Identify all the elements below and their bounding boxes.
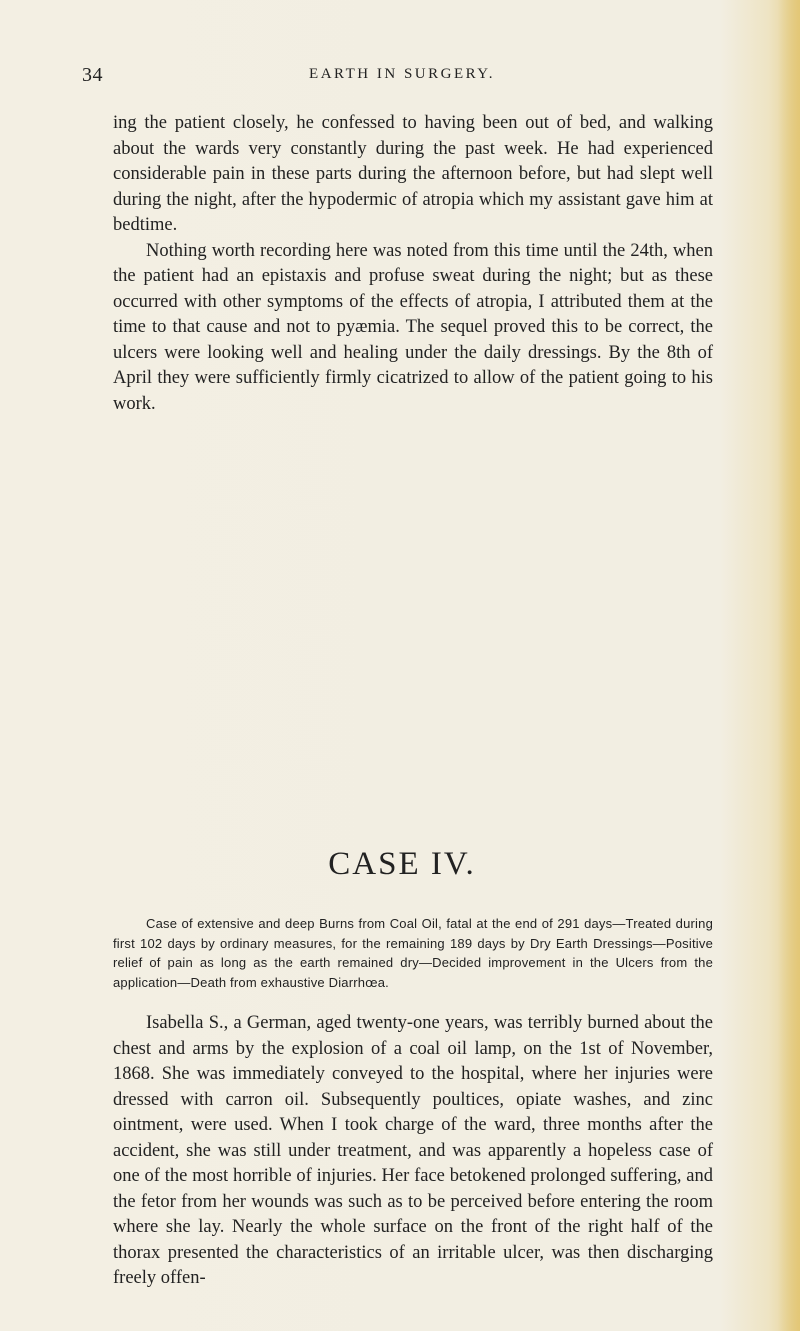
case-summary	[113, 914, 713, 992]
page-edge-discoloration	[778, 0, 800, 1331]
paragraph: Isabella S., a German, aged twenty-one years, was terribly burned about the chest and arms by the explosion of a coal oil lamp, on the 1st of November, 1868. She was immediately conveyed to the hospital, where her injuries were dressed with carron oil. Subsequently poultices, opiate washes, and zinc ointment, were used. When I took charge of the ward, three months after the accident, she was still under treatment, and was apparently a hopeless case of one of the most horrible of injuries. Her face betokened prolonged suffering, and the fetor from her wounds was such as to be perceived before entering the room where she lay. Nearly the whole surface on the front of the right half of the thorax presented the characteristics of an irritable ulcer, was then discharging freely offen-	[113, 1013, 713, 1288]
case-summary-text: Case of extensive and deep Burns from Coal Oil, fatal at the end of 291 days—Treated during first 102 days by ordinary measures, for the remaining 189 days by Dry Earth Dressings—Positive relief of pain as long as the earth remained dry—Decided improvement in the Ulcers from the application—Death from exhaustive Diarrhœa.	[113, 916, 713, 990]
page-number: 34	[82, 64, 103, 86]
running-head: EARTH IN SURGERY.	[309, 66, 495, 82]
case-heading: CASE IV.	[328, 846, 476, 882]
body-text-bottom	[113, 1011, 713, 1292]
paragraph: Nothing worth recording here was noted from this time until the 24th, when the patient had an epistaxis and profuse sweat during the night; but as these occurred with other symptoms of the effects of atropia, I attributed them at the time to that cause and not to pyæmia. The sequel proved this to be correct, the ulcers were looking well and healing under the daily dressings. By the 8th of April they were sufficiently firmly cicatrized to allow of the patient going to his work.	[113, 240, 713, 414]
paragraph-continued: ing the patient closely, he confessed to having been out of bed, and walking about the wards very constantly during the past week. He had experienced considerable pain in these parts during the afternoon before, but had slept well during the night, after the hypodermic of atropia which my assistant gave him at bedtime.	[113, 113, 713, 235]
page-header	[82, 64, 722, 88]
body-text-top	[113, 111, 713, 417]
